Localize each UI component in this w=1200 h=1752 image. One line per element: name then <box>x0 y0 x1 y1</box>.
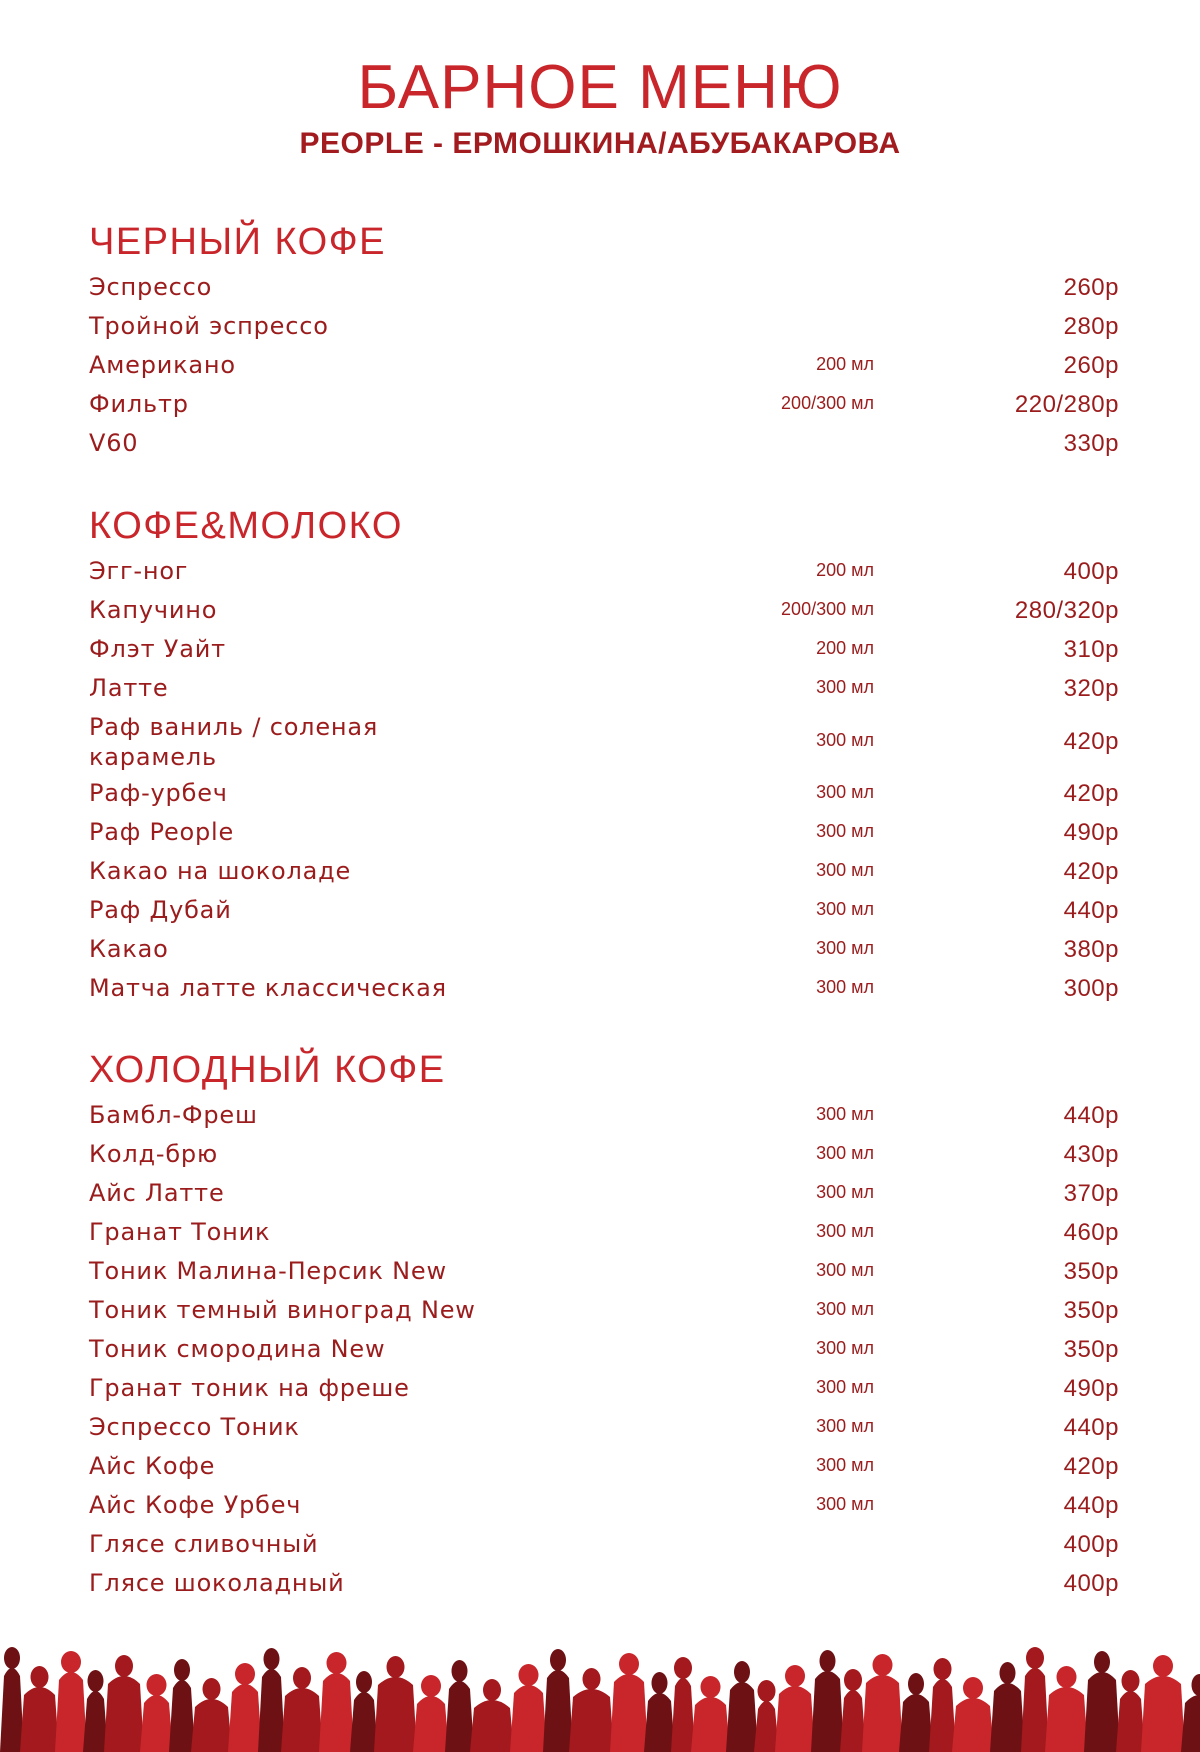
menu-item <box>89 1408 1119 1447</box>
item-name: Эспрессо Тоник <box>89 1413 300 1441</box>
menu-item <box>89 424 1119 463</box>
section-coffee-milk <box>89 500 1119 1008</box>
section-black-coffee <box>89 216 1119 463</box>
item-price: 400р <box>1063 558 1119 585</box>
silhouette-body <box>1084 1672 1120 1752</box>
silhouette-body <box>445 1681 474 1752</box>
item-name: Какао на шоколаде <box>89 857 352 885</box>
silhouette-head <box>820 1650 836 1672</box>
silhouette-body <box>510 1685 547 1752</box>
silhouette-body <box>899 1694 933 1752</box>
menu-item <box>89 1369 1119 1408</box>
item-name: Тоник Малина-Персик New <box>89 1257 447 1285</box>
silhouette-head <box>1153 1655 1173 1677</box>
silhouette-body <box>929 1679 956 1752</box>
silhouette-body <box>543 1670 573 1752</box>
item-price: 440р <box>1063 897 1119 924</box>
silhouette-head <box>31 1666 49 1688</box>
item-name: Флэт Уайт <box>89 635 226 663</box>
menu-item <box>89 1447 1119 1486</box>
silhouette-body <box>811 1671 844 1752</box>
silhouette-body <box>20 1687 59 1752</box>
menu-item <box>89 1564 1119 1603</box>
menu-item <box>89 930 1119 969</box>
silhouette-body <box>374 1677 417 1752</box>
silhouette-head <box>235 1663 255 1685</box>
menu-item <box>89 813 1119 852</box>
silhouette-body <box>1181 1695 1200 1752</box>
item-volume: 300 мл <box>816 1182 874 1202</box>
menu-item <box>89 1174 1119 1213</box>
menu-item <box>89 969 1119 1008</box>
item-price: 440р <box>1063 1492 1119 1519</box>
menu-item <box>89 268 1119 307</box>
item-name: Раф-урбеч <box>89 779 228 807</box>
silhouette-head <box>619 1653 639 1675</box>
silhouette-head <box>327 1652 347 1674</box>
item-volume: 200/300 мл <box>781 393 874 413</box>
section-title: КОФЕ&МОЛОКО <box>89 505 403 547</box>
item-volume: 300 мл <box>816 1455 874 1475</box>
section-title: ХОЛОДНЫЙ КОФЕ <box>89 1049 446 1091</box>
silhouette-body <box>952 1698 994 1752</box>
item-name: Тройной эспрессо <box>89 312 329 340</box>
item-name: Какао <box>89 935 169 963</box>
menu-item <box>89 1330 1119 1369</box>
item-name: V60 <box>89 429 139 457</box>
silhouette-head <box>734 1661 750 1683</box>
menu-subtitle: PEOPLE - ЕРМОШКИНА/АБУБАКАРОВА <box>299 127 901 160</box>
item-name: Эгг-ног <box>89 557 189 585</box>
silhouette-head <box>583 1668 601 1690</box>
silhouette-body <box>644 1693 675 1752</box>
item-name: Гранат Тоник <box>89 1218 271 1246</box>
silhouette-body <box>1021 1668 1049 1752</box>
menu-item <box>89 852 1119 891</box>
item-name: Фильтр <box>89 390 189 418</box>
section-cold-coffee <box>89 1044 1119 1603</box>
item-price: 400р <box>1063 1570 1119 1597</box>
silhouette-body <box>350 1692 378 1752</box>
item-volume: 300 мл <box>816 977 874 997</box>
silhouette-head <box>963 1677 983 1699</box>
silhouette-head <box>452 1660 468 1682</box>
item-name: Глясе сливочный <box>89 1530 319 1558</box>
item-price: 320р <box>1063 675 1119 702</box>
item-price: 430р <box>1063 1141 1119 1168</box>
silhouette-head <box>934 1658 952 1680</box>
silhouette-head <box>1122 1670 1140 1692</box>
silhouette-head <box>1057 1666 1077 1688</box>
item-price: 350р <box>1063 1258 1119 1285</box>
item-volume: 300 мл <box>816 899 874 919</box>
item-price: 420р <box>1063 858 1119 885</box>
item-volume: 300 мл <box>816 1416 874 1436</box>
item-price: 350р <box>1063 1297 1119 1324</box>
item-volume: 300 мл <box>816 1143 874 1163</box>
item-price: 420р <box>1063 780 1119 807</box>
silhouette-body <box>140 1695 173 1752</box>
silhouette-body <box>413 1696 449 1752</box>
silhouette-body <box>754 1701 779 1752</box>
silhouette-body <box>862 1675 903 1752</box>
silhouette-head <box>356 1671 372 1693</box>
item-price: 280/320р <box>1014 597 1119 624</box>
item-name: Эспрессо <box>89 273 213 301</box>
silhouette-head <box>844 1669 862 1691</box>
silhouette-head <box>88 1670 104 1692</box>
item-volume: 300 мл <box>816 1338 874 1358</box>
item-name: Айс Кофе <box>89 1452 216 1480</box>
item-price: 460р <box>1063 1219 1119 1246</box>
silhouette-head <box>758 1680 776 1702</box>
item-price: 440р <box>1063 1414 1119 1441</box>
menu-item <box>89 1525 1119 1564</box>
item-volume: 300 мл <box>816 938 874 958</box>
menu-item <box>89 552 1119 591</box>
item-name: Тоник темный виноград New <box>89 1296 476 1324</box>
menu-item <box>89 307 1119 346</box>
silhouette-body <box>228 1684 262 1752</box>
section-title: ЧЕРНЫЙ КОФЕ <box>89 221 386 263</box>
silhouette-body <box>55 1672 87 1752</box>
item-price: 310р <box>1063 636 1119 663</box>
silhouette-head <box>908 1673 924 1695</box>
menu-item <box>89 891 1119 930</box>
people-silhouettes-decoration <box>0 1640 1200 1752</box>
item-volume: 200 мл <box>816 560 874 580</box>
silhouette-head <box>652 1672 668 1694</box>
item-volume: 300 мл <box>816 1377 874 1397</box>
silhouette-head <box>785 1665 805 1687</box>
silhouette-head <box>147 1674 167 1696</box>
item-name: Латте <box>89 674 169 702</box>
silhouette-head <box>264 1648 280 1670</box>
silhouette-head <box>387 1656 405 1678</box>
silhouette-body <box>990 1683 1025 1752</box>
item-volume: 200 мл <box>816 638 874 658</box>
item-volume: 300 мл <box>816 1221 874 1241</box>
silhouette-head <box>483 1679 501 1701</box>
silhouette-head <box>4 1647 20 1669</box>
silhouette-body <box>726 1682 758 1752</box>
item-name: Колд-брю <box>89 1140 218 1168</box>
item-name: Раф Дубай <box>89 896 232 924</box>
menu-title: БАРНОЕ МЕНЮ <box>357 53 843 122</box>
item-volume: 300 мл <box>816 1299 874 1319</box>
item-name: Американо <box>89 351 236 379</box>
silhouette-body <box>104 1676 144 1752</box>
silhouette-head <box>421 1675 441 1697</box>
silhouette-head <box>873 1654 893 1676</box>
silhouette-head <box>174 1659 190 1681</box>
silhouette-body <box>691 1697 730 1752</box>
menu-item <box>89 1252 1119 1291</box>
silhouette-body <box>191 1699 232 1752</box>
item-name: Айс Кофе Урбеч <box>89 1491 302 1519</box>
item-name: Раф People <box>89 818 235 846</box>
silhouette-body <box>1141 1676 1185 1752</box>
silhouette-head <box>1192 1674 1200 1696</box>
silhouette-head <box>674 1657 692 1679</box>
item-price: 420р <box>1063 1453 1119 1480</box>
silhouette-body <box>840 1690 866 1752</box>
silhouette-head <box>701 1676 721 1698</box>
item-volume: 300 мл <box>816 1104 874 1124</box>
item-name: Тоник смородина New <box>89 1335 386 1363</box>
silhouette-body <box>0 1668 24 1752</box>
silhouette-head <box>293 1667 311 1689</box>
item-volume: 300 мл <box>816 730 874 750</box>
item-price: 260р <box>1063 274 1119 301</box>
menu-item <box>89 346 1119 385</box>
silhouette-body <box>258 1669 285 1752</box>
item-price: 380р <box>1063 936 1119 963</box>
menu-item <box>89 591 1119 630</box>
item-volume: 200/300 мл <box>781 599 874 619</box>
item-volume: 300 мл <box>816 1494 874 1514</box>
item-price: 440р <box>1063 1102 1119 1129</box>
item-price: 300р <box>1063 975 1119 1002</box>
item-price: 490р <box>1063 1375 1119 1402</box>
silhouette-head <box>1000 1662 1016 1684</box>
item-price: 400р <box>1063 1531 1119 1558</box>
item-price: 490р <box>1063 819 1119 846</box>
item-price: 280р <box>1063 313 1119 340</box>
silhouette-body <box>610 1674 648 1752</box>
menu-item <box>89 1096 1119 1135</box>
menu-item <box>89 630 1119 669</box>
item-volume: 300 мл <box>816 821 874 841</box>
item-name: Айс Латте <box>89 1179 225 1207</box>
silhouette-body <box>1045 1687 1088 1752</box>
item-price: 260р <box>1063 352 1119 379</box>
menu-item <box>89 1291 1119 1330</box>
item-price: 330р <box>1063 430 1119 457</box>
menu-item <box>89 669 1119 708</box>
menu-item <box>89 708 1119 774</box>
silhouette-head <box>550 1649 566 1671</box>
silhouette-body <box>281 1688 323 1752</box>
menu-item <box>89 774 1119 813</box>
silhouette-head <box>115 1655 133 1677</box>
silhouette-body <box>319 1673 354 1752</box>
silhouette-head <box>1026 1647 1044 1669</box>
silhouette-body <box>83 1691 108 1752</box>
item-name: Гранат тоник на фреше <box>89 1374 410 1402</box>
silhouette-body <box>169 1680 195 1752</box>
item-volume: 300 мл <box>816 860 874 880</box>
silhouette-body <box>775 1686 815 1752</box>
item-volume: 300 мл <box>816 782 874 802</box>
item-price: 370р <box>1063 1180 1119 1207</box>
item-volume: 300 мл <box>816 1260 874 1280</box>
item-name: Матча латте классическая <box>89 974 447 1002</box>
silhouette-head <box>61 1651 81 1673</box>
silhouette-head <box>203 1678 221 1700</box>
silhouette-body <box>671 1678 695 1752</box>
item-volume: 300 мл <box>816 677 874 697</box>
item-name: Бамбл-Фреш <box>89 1101 258 1129</box>
silhouette-head <box>1094 1651 1110 1673</box>
menu-item <box>89 1213 1119 1252</box>
silhouette-head <box>519 1664 539 1686</box>
item-price: 420р <box>1063 728 1119 755</box>
silhouette-body <box>569 1689 614 1752</box>
menu-item <box>89 1486 1119 1525</box>
silhouette-body <box>470 1700 514 1752</box>
item-volume: 200 мл <box>816 354 874 374</box>
item-name: Глясе шоколадный <box>89 1569 345 1597</box>
item-price: 350р <box>1063 1336 1119 1363</box>
menu-item <box>89 385 1119 424</box>
item-name: Раф ваниль / соленая карамель <box>89 713 379 771</box>
item-name: Капучино <box>89 596 218 624</box>
silhouette-body <box>1116 1691 1145 1752</box>
menu-item <box>89 1135 1119 1174</box>
item-price: 220/280р <box>1014 391 1119 418</box>
